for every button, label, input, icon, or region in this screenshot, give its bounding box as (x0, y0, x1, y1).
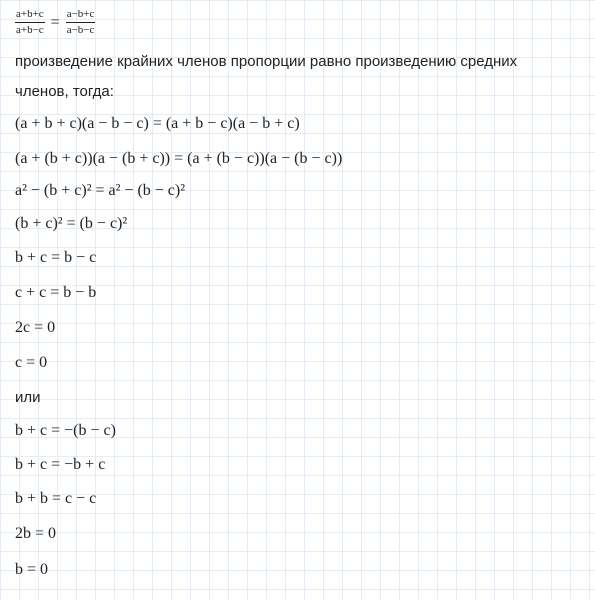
proportion-equation (15, 8, 95, 37)
or-text: или (15, 389, 41, 406)
alt-step-1: b + c = −(b − c) (15, 422, 116, 439)
step-4: (b + c)² = (b − c)² (15, 215, 128, 232)
step-8: c = 0 (15, 354, 48, 371)
right-fraction (66, 8, 96, 37)
alt-step-3: b + b = c − c (15, 490, 97, 507)
step-6: c + c = b − b (15, 284, 97, 301)
alt-step-5: b = 0 (15, 561, 49, 578)
step-5: b + c = b − c (15, 249, 97, 266)
alt-step-2: b + c = −b + c (15, 456, 106, 473)
step-2: (a + (b + c))(a − (b + c)) = (a + (b − c))(a − (b − c)) (15, 150, 343, 167)
left-numerator: a+b+c (15, 8, 45, 23)
left-fraction (15, 8, 45, 37)
left-denominator: a+b−c (16, 24, 44, 36)
right-denominator: a−b−c (66, 24, 95, 36)
intro-text-line-2: членов, тогда: (15, 83, 114, 100)
intro-text-line-1: произведение крайних членов пропорции равно произведению средних (15, 53, 518, 70)
right-numerator: a−b+c (66, 8, 96, 23)
step-1: (a + b + c)(a − b − c) = (a + b − c)(a − b + c) (15, 115, 300, 132)
alt-step-4: 2b = 0 (15, 525, 57, 542)
step-7: 2c = 0 (15, 319, 56, 336)
step-3: a² − (b + c)² = a² − (b − c)² (15, 182, 186, 199)
equals-sign: = (50, 13, 60, 31)
